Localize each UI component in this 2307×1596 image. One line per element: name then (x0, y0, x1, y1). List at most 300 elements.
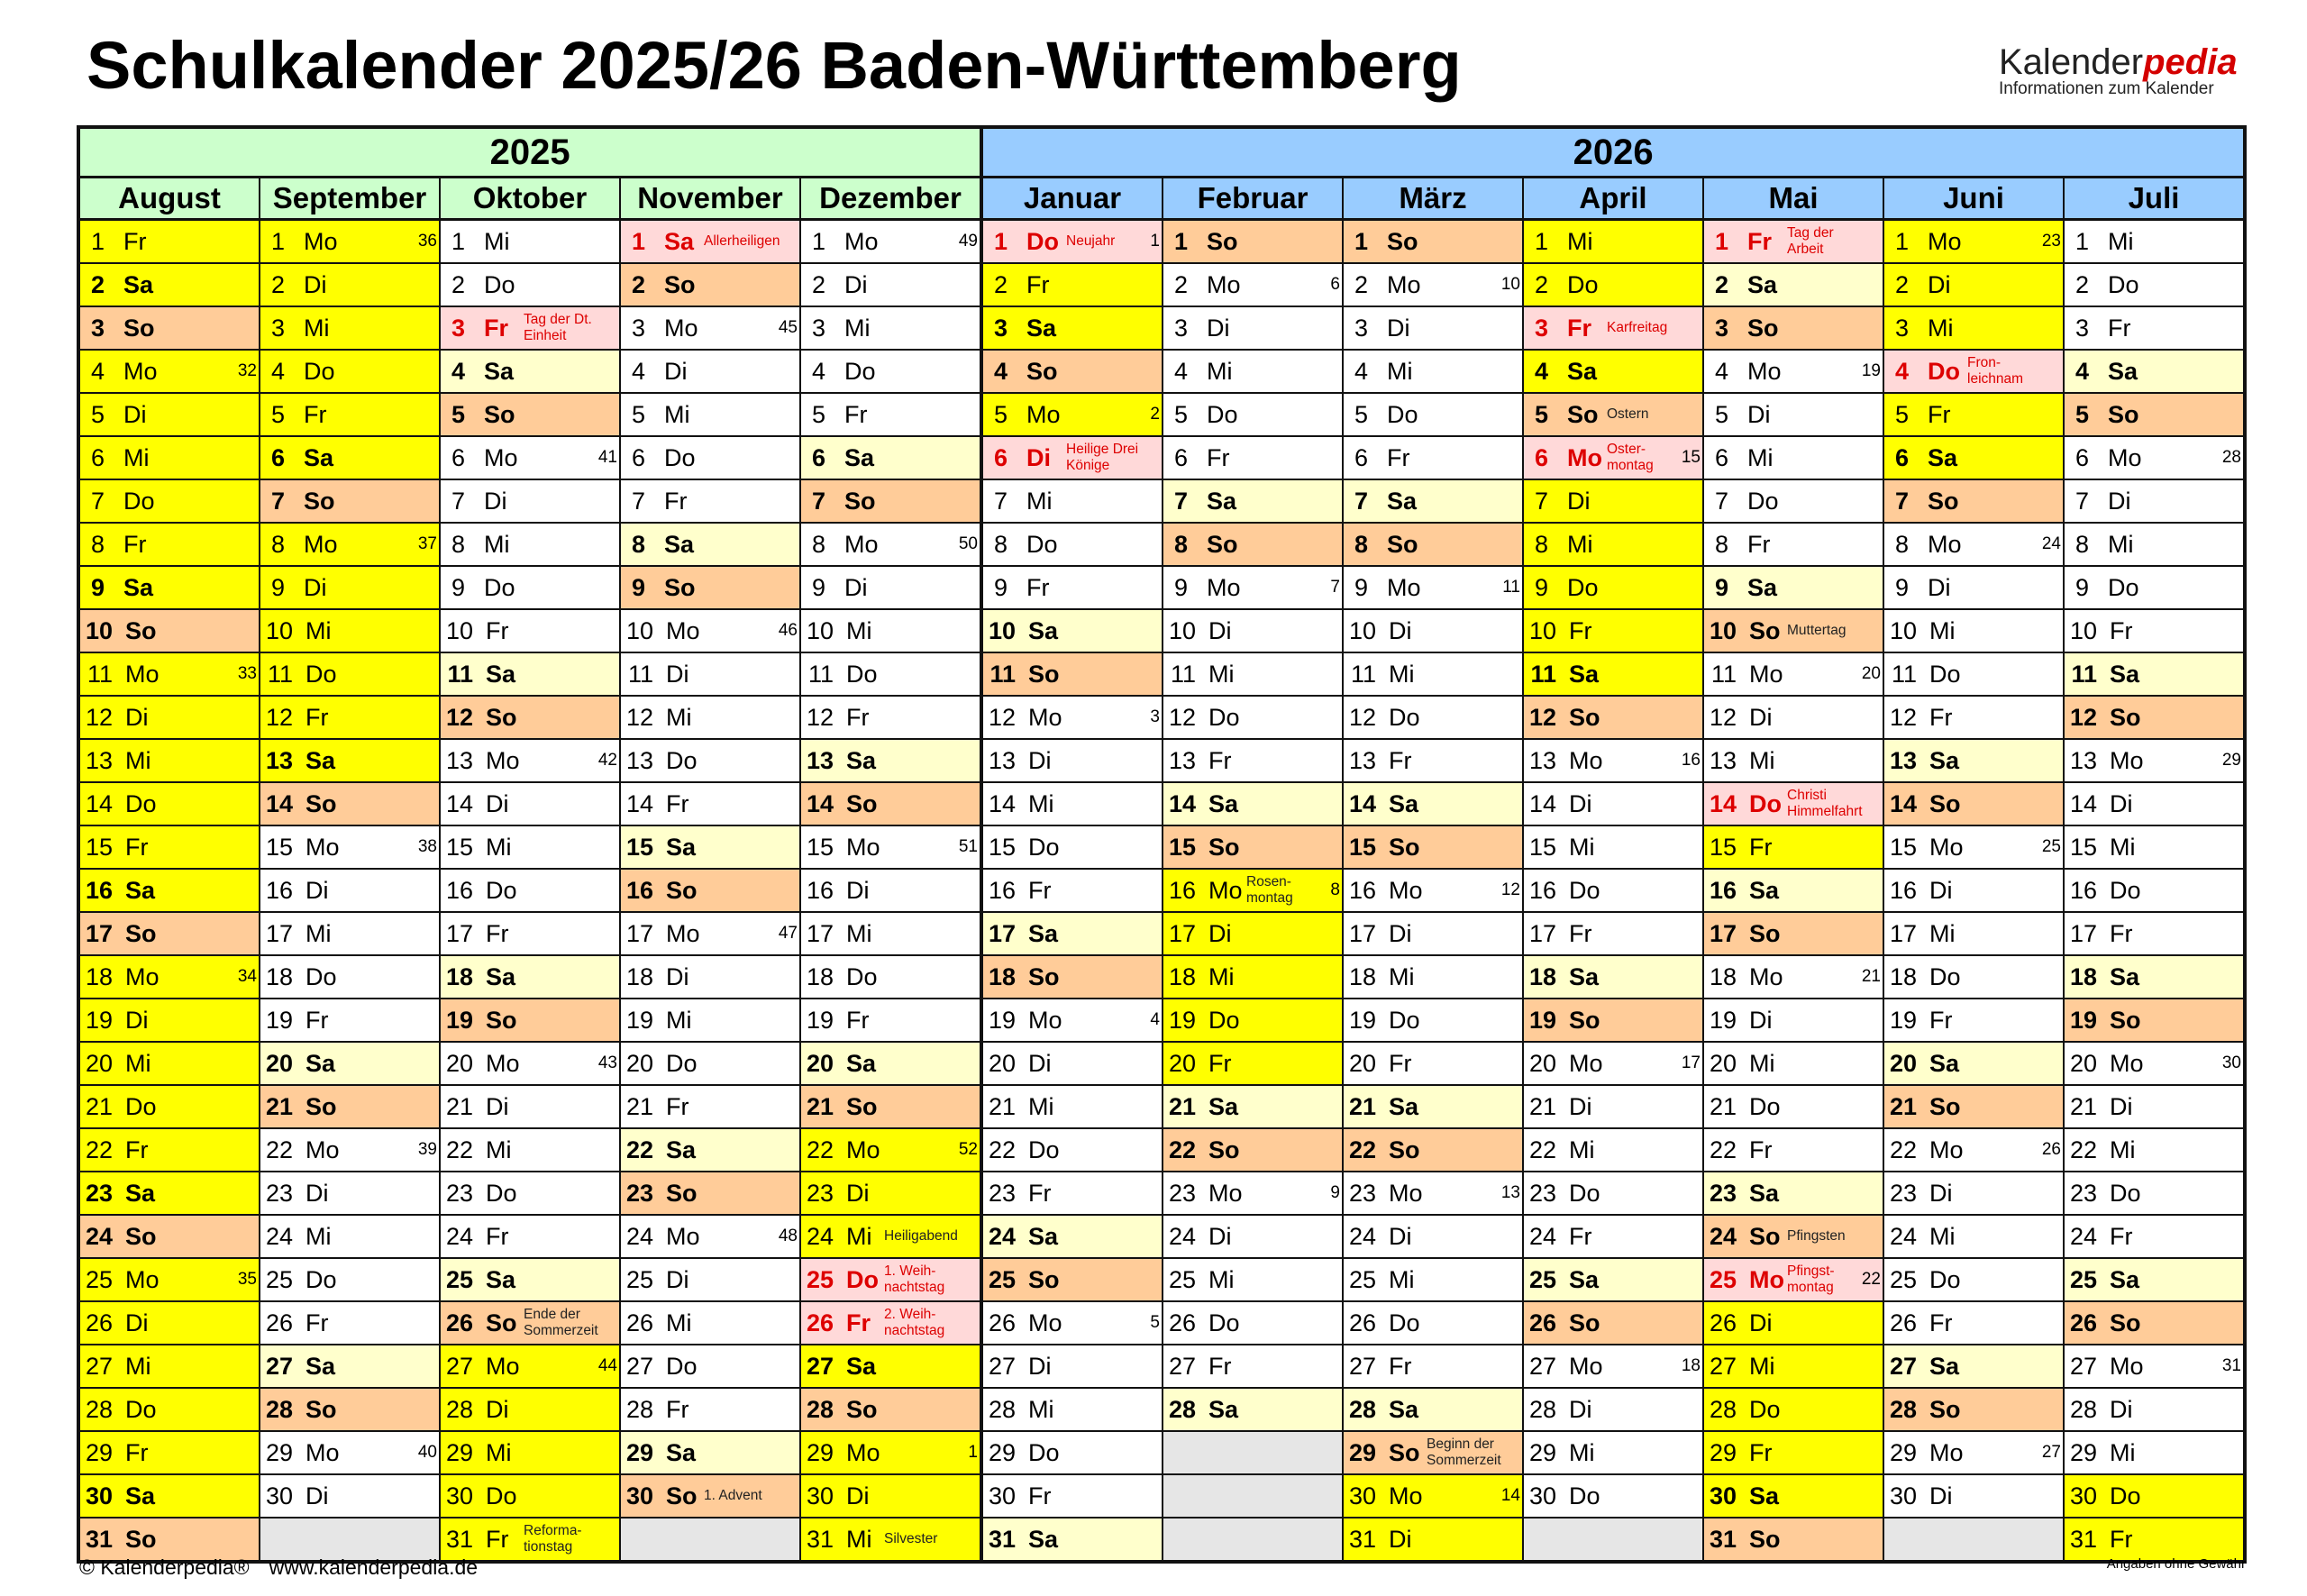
day-cell[interactable] (1344, 999, 1522, 1043)
day-cell[interactable] (441, 1086, 619, 1129)
day-cell[interactable] (1704, 783, 1883, 826)
day-cell[interactable] (1524, 610, 1702, 653)
day-cell[interactable] (1704, 1129, 1883, 1172)
day-cell[interactable] (1704, 221, 1883, 264)
day-cell[interactable] (1884, 480, 2063, 524)
day-cell[interactable] (621, 351, 799, 394)
day-cell[interactable] (2065, 1302, 2243, 1345)
day-cell[interactable] (621, 1432, 799, 1475)
day-cell[interactable] (441, 221, 619, 264)
day-cell[interactable] (621, 826, 799, 870)
day-cell[interactable] (1884, 264, 2063, 307)
day-cell[interactable] (441, 783, 619, 826)
day-cell[interactable] (260, 740, 439, 783)
day-cell[interactable] (260, 1043, 439, 1086)
day-cell[interactable] (441, 1432, 619, 1475)
day-cell[interactable] (983, 1518, 1162, 1560)
day-cell[interactable] (1524, 1302, 1702, 1345)
day-cell[interactable] (441, 307, 619, 351)
day-cell[interactable] (1163, 826, 1342, 870)
day-cell[interactable] (1163, 783, 1342, 826)
day-cell[interactable] (1524, 351, 1702, 394)
day-cell[interactable] (2065, 783, 2243, 826)
day-cell[interactable] (80, 437, 259, 480)
day-cell[interactable] (1704, 653, 1883, 697)
day-cell[interactable] (801, 1216, 980, 1259)
day-cell[interactable] (1704, 437, 1883, 480)
day-cell[interactable] (80, 1345, 259, 1389)
day-cell[interactable] (621, 740, 799, 783)
day-cell[interactable] (1704, 1518, 1883, 1560)
day-cell[interactable] (1524, 524, 1702, 567)
day-cell[interactable] (441, 1475, 619, 1518)
day-cell[interactable] (801, 1129, 980, 1172)
day-cell[interactable] (2065, 524, 2243, 567)
day-cell[interactable] (260, 826, 439, 870)
day-cell[interactable] (801, 524, 980, 567)
day-cell[interactable] (1884, 1216, 2063, 1259)
day-cell[interactable] (2065, 610, 2243, 653)
day-cell[interactable] (621, 524, 799, 567)
day-cell[interactable] (441, 264, 619, 307)
day-cell[interactable] (983, 610, 1162, 653)
day-cell[interactable] (260, 264, 439, 307)
day-cell[interactable] (2065, 307, 2243, 351)
website-link[interactable]: www.kalenderpedia.de (269, 1555, 479, 1579)
day-cell[interactable] (983, 1302, 1162, 1345)
day-cell[interactable] (1884, 567, 2063, 610)
day-cell[interactable] (621, 697, 799, 740)
day-cell[interactable] (1163, 1086, 1342, 1129)
day-cell[interactable] (983, 264, 1162, 307)
day-cell[interactable] (1163, 1389, 1342, 1432)
day-cell[interactable] (260, 1086, 439, 1129)
day-cell[interactable] (801, 783, 980, 826)
day-cell[interactable] (1524, 956, 1702, 999)
day-cell[interactable] (1884, 913, 2063, 956)
day-cell[interactable] (1884, 1086, 2063, 1129)
day-cell[interactable] (1704, 567, 1883, 610)
day-cell[interactable] (80, 1389, 259, 1432)
day-cell[interactable] (1163, 740, 1342, 783)
day-cell[interactable] (983, 783, 1162, 826)
day-cell[interactable] (621, 956, 799, 999)
day-cell[interactable] (621, 870, 799, 913)
day-cell[interactable] (441, 740, 619, 783)
day-cell[interactable] (1163, 221, 1342, 264)
day-cell[interactable] (801, 956, 980, 999)
day-cell[interactable] (80, 221, 259, 264)
day-cell[interactable] (1884, 394, 2063, 437)
day-cell[interactable] (1344, 1432, 1522, 1475)
day-cell[interactable] (441, 1129, 619, 1172)
day-cell[interactable] (1163, 697, 1342, 740)
day-cell[interactable] (621, 1086, 799, 1129)
day-cell[interactable] (260, 524, 439, 567)
day-cell[interactable] (1884, 870, 2063, 913)
day-cell[interactable] (80, 1129, 259, 1172)
day-cell[interactable] (983, 567, 1162, 610)
day-cell[interactable] (2065, 1389, 2243, 1432)
day-cell[interactable] (801, 999, 980, 1043)
day-cell[interactable] (1704, 307, 1883, 351)
day-cell[interactable] (1884, 307, 2063, 351)
day-cell[interactable] (441, 697, 619, 740)
day-cell[interactable] (2065, 740, 2243, 783)
day-cell[interactable] (621, 1129, 799, 1172)
day-cell[interactable] (80, 351, 259, 394)
day-cell[interactable] (801, 653, 980, 697)
day-cell[interactable] (801, 1432, 980, 1475)
day-cell[interactable] (621, 610, 799, 653)
day-cell[interactable] (801, 480, 980, 524)
day-cell[interactable] (1344, 221, 1522, 264)
day-cell[interactable] (2065, 999, 2243, 1043)
day-cell[interactable] (1163, 394, 1342, 437)
day-cell[interactable] (441, 1345, 619, 1389)
day-cell[interactable] (1524, 740, 1702, 783)
day-cell[interactable] (621, 1216, 799, 1259)
day-cell[interactable] (1524, 1043, 1702, 1086)
day-cell[interactable] (1163, 913, 1342, 956)
day-cell[interactable] (983, 1129, 1162, 1172)
day-cell[interactable] (441, 394, 619, 437)
day-cell[interactable] (801, 697, 980, 740)
day-cell[interactable] (1524, 1475, 1702, 1518)
day-cell[interactable] (260, 999, 439, 1043)
day-cell[interactable] (441, 351, 619, 394)
day-cell[interactable] (260, 1172, 439, 1216)
day-cell[interactable] (1704, 524, 1883, 567)
day-cell[interactable] (2065, 1086, 2243, 1129)
day-cell[interactable] (1344, 956, 1522, 999)
day-cell[interactable] (260, 351, 439, 394)
day-cell[interactable] (1704, 1086, 1883, 1129)
day-cell[interactable] (1884, 1345, 2063, 1389)
day-cell[interactable] (80, 524, 259, 567)
day-cell[interactable] (983, 870, 1162, 913)
day-cell[interactable] (983, 1259, 1162, 1302)
day-cell[interactable] (1344, 480, 1522, 524)
day-cell[interactable] (260, 653, 439, 697)
day-cell[interactable] (1704, 1475, 1883, 1518)
day-cell[interactable] (441, 956, 619, 999)
day-cell[interactable] (1524, 1259, 1702, 1302)
day-cell[interactable] (1704, 1345, 1883, 1389)
day-cell[interactable] (1704, 697, 1883, 740)
day-cell[interactable] (983, 1389, 1162, 1432)
day-cell[interactable] (80, 610, 259, 653)
day-cell[interactable] (260, 437, 439, 480)
day-cell[interactable] (1163, 307, 1342, 351)
day-cell[interactable] (2065, 1172, 2243, 1216)
day-cell[interactable] (1884, 1302, 2063, 1345)
day-cell[interactable] (80, 826, 259, 870)
day-cell[interactable] (621, 1043, 799, 1086)
day-cell[interactable] (1884, 1259, 2063, 1302)
day-cell[interactable] (2065, 1216, 2243, 1259)
day-cell[interactable] (1704, 1259, 1883, 1302)
day-cell[interactable] (441, 870, 619, 913)
day-cell[interactable] (1524, 826, 1702, 870)
day-cell[interactable] (260, 221, 439, 264)
day-cell[interactable] (1884, 1043, 2063, 1086)
day-cell[interactable] (621, 1389, 799, 1432)
day-cell[interactable] (1344, 567, 1522, 610)
day-cell[interactable] (1884, 1129, 2063, 1172)
day-cell[interactable] (801, 1302, 980, 1345)
day-cell[interactable] (1344, 394, 1522, 437)
day-cell[interactable] (1163, 956, 1342, 999)
day-cell[interactable] (441, 1518, 619, 1560)
day-cell[interactable] (1344, 1259, 1522, 1302)
day-cell[interactable] (801, 1475, 980, 1518)
day-cell[interactable] (2065, 870, 2243, 913)
day-cell[interactable] (441, 1389, 619, 1432)
day-cell[interactable] (1524, 1216, 1702, 1259)
day-cell[interactable] (1163, 524, 1342, 567)
day-cell[interactable] (80, 1259, 259, 1302)
day-cell[interactable] (801, 437, 980, 480)
day-cell[interactable] (2065, 394, 2243, 437)
day-cell[interactable] (441, 437, 619, 480)
day-cell[interactable] (621, 264, 799, 307)
day-cell[interactable] (260, 956, 439, 999)
day-cell[interactable] (2065, 1475, 2243, 1518)
day-cell[interactable] (2065, 1345, 2243, 1389)
day-cell[interactable] (801, 610, 980, 653)
day-cell[interactable] (441, 1172, 619, 1216)
day-cell[interactable] (801, 826, 980, 870)
day-cell[interactable] (2065, 567, 2243, 610)
day-cell[interactable] (621, 1475, 799, 1518)
day-cell[interactable] (621, 307, 799, 351)
day-cell[interactable] (1884, 783, 2063, 826)
day-cell[interactable] (1704, 1216, 1883, 1259)
day-cell[interactable] (1163, 567, 1342, 610)
day-cell[interactable] (983, 221, 1162, 264)
day-cell[interactable] (1344, 1345, 1522, 1389)
day-cell[interactable] (801, 351, 980, 394)
day-cell[interactable] (983, 826, 1162, 870)
day-cell[interactable] (621, 437, 799, 480)
day-cell[interactable] (80, 264, 259, 307)
day-cell[interactable] (1884, 221, 2063, 264)
day-cell[interactable] (1524, 697, 1702, 740)
day-cell[interactable] (1704, 351, 1883, 394)
day-cell[interactable] (1344, 1172, 1522, 1216)
day-cell[interactable] (2065, 480, 2243, 524)
day-cell[interactable] (2065, 1043, 2243, 1086)
day-cell[interactable] (1704, 480, 1883, 524)
day-cell[interactable] (983, 956, 1162, 999)
day-cell[interactable] (983, 740, 1162, 783)
day-cell[interactable] (801, 1172, 980, 1216)
day-cell[interactable] (1704, 870, 1883, 913)
day-cell[interactable] (441, 567, 619, 610)
day-cell[interactable] (1884, 826, 2063, 870)
day-cell[interactable] (441, 610, 619, 653)
day-cell[interactable] (1163, 1172, 1342, 1216)
day-cell[interactable] (1704, 1043, 1883, 1086)
day-cell[interactable] (1884, 1172, 2063, 1216)
day-cell[interactable] (80, 1302, 259, 1345)
day-cell[interactable] (983, 524, 1162, 567)
day-cell[interactable] (1524, 567, 1702, 610)
day-cell[interactable] (621, 913, 799, 956)
day-cell[interactable] (1163, 1043, 1342, 1086)
day-cell[interactable] (801, 1086, 980, 1129)
day-cell[interactable] (1163, 870, 1342, 913)
day-cell[interactable] (1704, 999, 1883, 1043)
day-cell[interactable] (1524, 913, 1702, 956)
day-cell[interactable] (1344, 1518, 1522, 1560)
day-cell[interactable] (1344, 1129, 1522, 1172)
day-cell[interactable] (1704, 956, 1883, 999)
day-cell[interactable] (801, 1345, 980, 1389)
day-cell[interactable] (2065, 1518, 2243, 1560)
day-cell[interactable] (441, 1302, 619, 1345)
day-cell[interactable] (1884, 351, 2063, 394)
day-cell[interactable] (983, 1475, 1162, 1518)
day-cell[interactable] (80, 394, 259, 437)
day-cell[interactable] (80, 913, 259, 956)
day-cell[interactable] (621, 1345, 799, 1389)
day-cell[interactable] (2065, 1432, 2243, 1475)
day-cell[interactable] (260, 913, 439, 956)
day-cell[interactable] (1163, 1345, 1342, 1389)
day-cell[interactable] (2065, 653, 2243, 697)
day-cell[interactable] (260, 1129, 439, 1172)
day-cell[interactable] (983, 307, 1162, 351)
day-cell[interactable] (1884, 1432, 2063, 1475)
day-cell[interactable] (1163, 1129, 1342, 1172)
day-cell[interactable] (1163, 610, 1342, 653)
day-cell[interactable] (1884, 956, 2063, 999)
day-cell[interactable] (1704, 1389, 1883, 1432)
day-cell[interactable] (1524, 1129, 1702, 1172)
day-cell[interactable] (983, 394, 1162, 437)
day-cell[interactable] (621, 999, 799, 1043)
day-cell[interactable] (1884, 524, 2063, 567)
day-cell[interactable] (1344, 1086, 1522, 1129)
day-cell[interactable] (621, 1172, 799, 1216)
day-cell[interactable] (983, 1432, 1162, 1475)
day-cell[interactable] (1704, 740, 1883, 783)
day-cell[interactable] (801, 264, 980, 307)
day-cell[interactable] (621, 394, 799, 437)
day-cell[interactable] (1524, 307, 1702, 351)
day-cell[interactable] (1344, 351, 1522, 394)
day-cell[interactable] (1344, 307, 1522, 351)
day-cell[interactable] (2065, 351, 2243, 394)
day-cell[interactable] (80, 653, 259, 697)
day-cell[interactable] (1524, 1389, 1702, 1432)
day-cell[interactable] (801, 740, 980, 783)
day-cell[interactable] (1884, 697, 2063, 740)
day-cell[interactable] (260, 480, 439, 524)
day-cell[interactable] (1344, 870, 1522, 913)
day-cell[interactable] (260, 1302, 439, 1345)
day-cell[interactable] (1704, 826, 1883, 870)
day-cell[interactable] (80, 999, 259, 1043)
day-cell[interactable] (1344, 740, 1522, 783)
day-cell[interactable] (2065, 1259, 2243, 1302)
day-cell[interactable] (2065, 264, 2243, 307)
day-cell[interactable] (1704, 394, 1883, 437)
day-cell[interactable] (260, 1475, 439, 1518)
day-cell[interactable] (260, 610, 439, 653)
day-cell[interactable] (1344, 783, 1522, 826)
day-cell[interactable] (1524, 1432, 1702, 1475)
day-cell[interactable] (80, 870, 259, 913)
day-cell[interactable] (983, 1043, 1162, 1086)
day-cell[interactable] (1163, 264, 1342, 307)
day-cell[interactable] (1884, 437, 2063, 480)
day-cell[interactable] (1524, 394, 1702, 437)
day-cell[interactable] (2065, 697, 2243, 740)
day-cell[interactable] (1704, 610, 1883, 653)
day-cell[interactable] (1524, 1086, 1702, 1129)
day-cell[interactable] (801, 913, 980, 956)
day-cell[interactable] (1524, 999, 1702, 1043)
day-cell[interactable] (80, 1518, 259, 1560)
day-cell[interactable] (441, 1216, 619, 1259)
day-cell[interactable] (441, 826, 619, 870)
day-cell[interactable] (1163, 480, 1342, 524)
day-cell[interactable] (1344, 1475, 1522, 1518)
day-cell[interactable] (621, 221, 799, 264)
day-cell[interactable] (983, 1216, 1162, 1259)
day-cell[interactable] (441, 999, 619, 1043)
day-cell[interactable] (801, 394, 980, 437)
day-cell[interactable] (1704, 1172, 1883, 1216)
day-cell[interactable] (983, 913, 1162, 956)
day-cell[interactable] (1524, 1345, 1702, 1389)
day-cell[interactable] (1524, 264, 1702, 307)
day-cell[interactable] (1524, 653, 1702, 697)
day-cell[interactable] (1344, 610, 1522, 653)
day-cell[interactable] (441, 913, 619, 956)
day-cell[interactable] (441, 480, 619, 524)
day-cell[interactable] (1163, 653, 1342, 697)
day-cell[interactable] (621, 567, 799, 610)
day-cell[interactable] (1524, 221, 1702, 264)
day-cell[interactable] (260, 1259, 439, 1302)
day-cell[interactable] (1344, 913, 1522, 956)
day-cell[interactable] (80, 1432, 259, 1475)
day-cell[interactable] (983, 437, 1162, 480)
day-cell[interactable] (2065, 826, 2243, 870)
day-cell[interactable] (80, 740, 259, 783)
day-cell[interactable] (801, 1259, 980, 1302)
day-cell[interactable] (260, 1389, 439, 1432)
day-cell[interactable] (1344, 697, 1522, 740)
day-cell[interactable] (1884, 653, 2063, 697)
day-cell[interactable] (1704, 1432, 1883, 1475)
day-cell[interactable] (1163, 1259, 1342, 1302)
day-cell[interactable] (80, 1475, 259, 1518)
day-cell[interactable] (260, 1216, 439, 1259)
day-cell[interactable] (621, 653, 799, 697)
day-cell[interactable] (621, 480, 799, 524)
day-cell[interactable] (260, 697, 439, 740)
day-cell[interactable] (80, 567, 259, 610)
day-cell[interactable] (1884, 610, 2063, 653)
day-cell[interactable] (80, 1216, 259, 1259)
day-cell[interactable] (1344, 524, 1522, 567)
day-cell[interactable] (441, 1043, 619, 1086)
